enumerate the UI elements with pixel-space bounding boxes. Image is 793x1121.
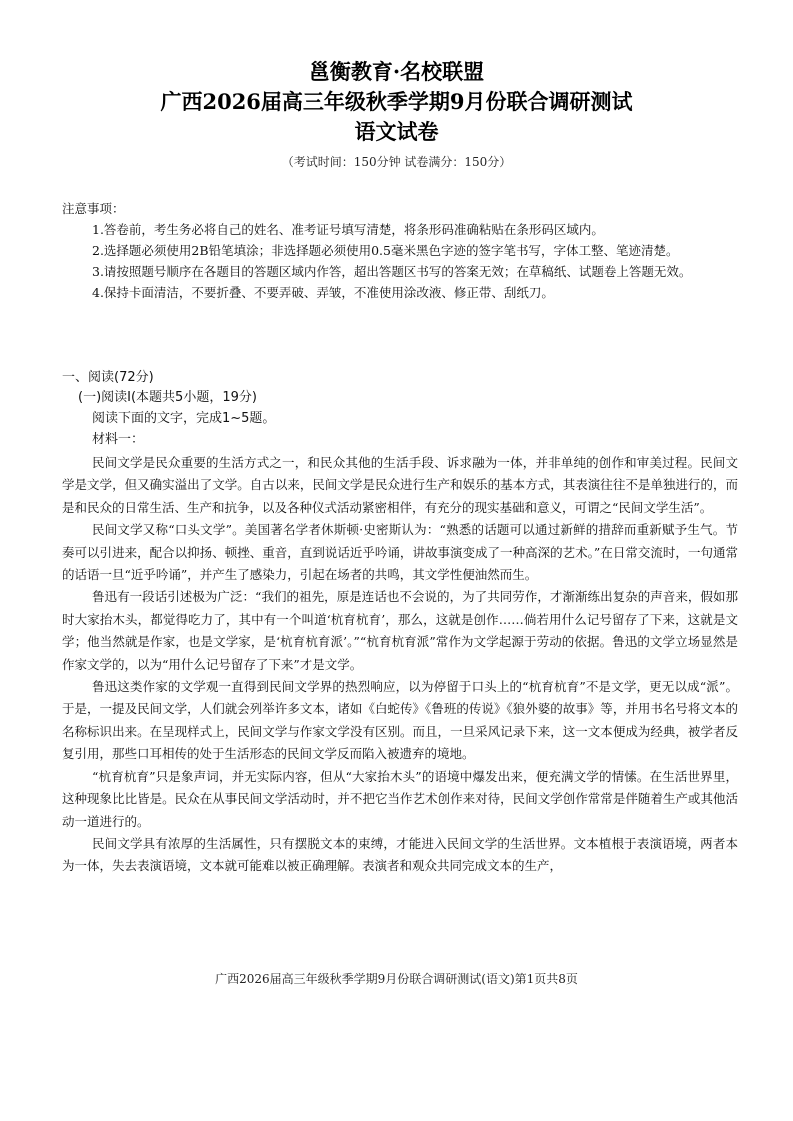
reading-passage — [62, 452, 738, 878]
note-item: 3.请按照题号顺序在各题目的答题区域内作答，超出答题区书写的答案无效；在草稿纸、试题卷上答题无效。 — [92, 264, 692, 279]
org-title: 邕衡教育·名校联盟 — [308, 59, 485, 84]
note-item: 1.答卷前，考生务必将自己的姓名、准考证号填写清楚，将条形码准确粘贴在条形码区域内。 — [92, 222, 604, 237]
part-heading: 一、阅读(72分) — [62, 370, 154, 385]
paragraph: 鲁迅有一段话引述极为广泛：“我们的祖先，原是连话也不会说的，为了共同劳作，才渐渐练出复杂的声音来，假如那时大家抬木头，都觉得吃力了，其中有一个叫道‘杭育杭育’，那么，这就是创作……倘若用什么记号留存了下来，这就是文学；他当然就是作家，也是文学家，是‘杭育杭育派’。”“杭育杭育派”常作为文学起源于劳动的依据。鲁迅的文学立场显然是作家文学的，以为“用什么记号留存了下来”才是文学。 — [62, 589, 738, 672]
notes-section — [62, 198, 738, 303]
paragraph: 民间文学是民众重要的生活方式之一，和民众其他的生活手段、诉求融为一体，并非单纯的创作和审美过程。民间文学是文学，但又确实溢出了文学。自古以来，民间文学是民众进行生产和娱乐的基本方式，其表演往往不是单独进行的，而是和民众的日常生活、生产和抗争，以及各种仪式活动紧密相伴，有充分的现实基础和意义，可谓之“民间文学生活”。 — [62, 455, 738, 515]
subject-title: 语文试卷 — [354, 119, 439, 144]
instruction: 阅读下面的文字，完成1~5题。 — [92, 411, 276, 426]
subpart-heading: (一)阅读Ⅰ(本题共5小题，19分) — [78, 390, 257, 405]
notes-heading: 注意事项： — [62, 201, 125, 216]
paragraph: 民间文学具有浓厚的生活属性，只有摆脱文本的束缚，才能进入民间文学的生活世界。文本植根于表演语境，两者本为一体，失去表演语境，文本就可能难以被正确理解。表演者和观众共同完成文本的生产， — [62, 835, 738, 874]
paragraph: 民间文学又称“口头文学”。美国著名学者休斯顿·史密斯认为：“熟悉的话题可以通过新鲜的措辞而重新赋予生气。节奏可以引进来，配合以抑扬、顿挫、重音，直到说话近乎吟诵，讲故事演变成了一种高深的艺术。”在日常交流时，一句通常的话语一旦“近乎吟诵”，并产生了感染力，引起在场者的共鸣，其文学性便油然而生。 — [62, 522, 738, 583]
material-label: 材料一： — [92, 432, 145, 447]
note-item: 2.选择题必须使用2B铅笔填涂；非选择题必须使用0.5毫米黑色字迹的签字笔书写，字体工整、笔迹清楚。 — [92, 243, 679, 258]
note-item: 4.保持卡面清洁，不要折叠、不要弄破、弄皱，不准使用涂改液、修正带、刮纸刀。 — [92, 285, 554, 300]
exam-title: 广西2026届高三年级秋季学期9月份联合调研测试 — [160, 89, 633, 114]
page-footer: 广西2026届高三年级秋季学期9月份联合调研测试(语文)第1页共8页 — [215, 972, 578, 986]
paragraph: “杭育杭育”只是象声词，并无实际内容，但从“大家抬木头”的语境中爆发出来，便充满文学的情愫。在生活世界里，这种现象比比皆是。民众在从事民间文学活动时，并不把它当作艺术创作来对待，民间文学创作常常是伴随着生产或其他活动一道进行的。 — [62, 768, 738, 829]
paragraph: 鲁迅这类作家的文学观一直得到民间文学界的热烈响应，以为停留于口头上的“杭育杭育”不是文学，更无以成“派”。于是，一提及民间文学，人们就会列举许多文本，诸如《白蛇传》《鲁班的传说》《狼外婆的故事》等，并用书名号将文本的名称标识出来。在呈现样式上，民间文学与作家文学没有区别。而且，一旦采风记录下来，这一文本便成为经典，被学者反复引用，那些口耳相传的处于生活形态的民间文学反而陷入被遗弃的境地。 — [62, 679, 738, 762]
exam-info: （考试时间：150分钟 试卷满分：150分） — [281, 155, 512, 169]
